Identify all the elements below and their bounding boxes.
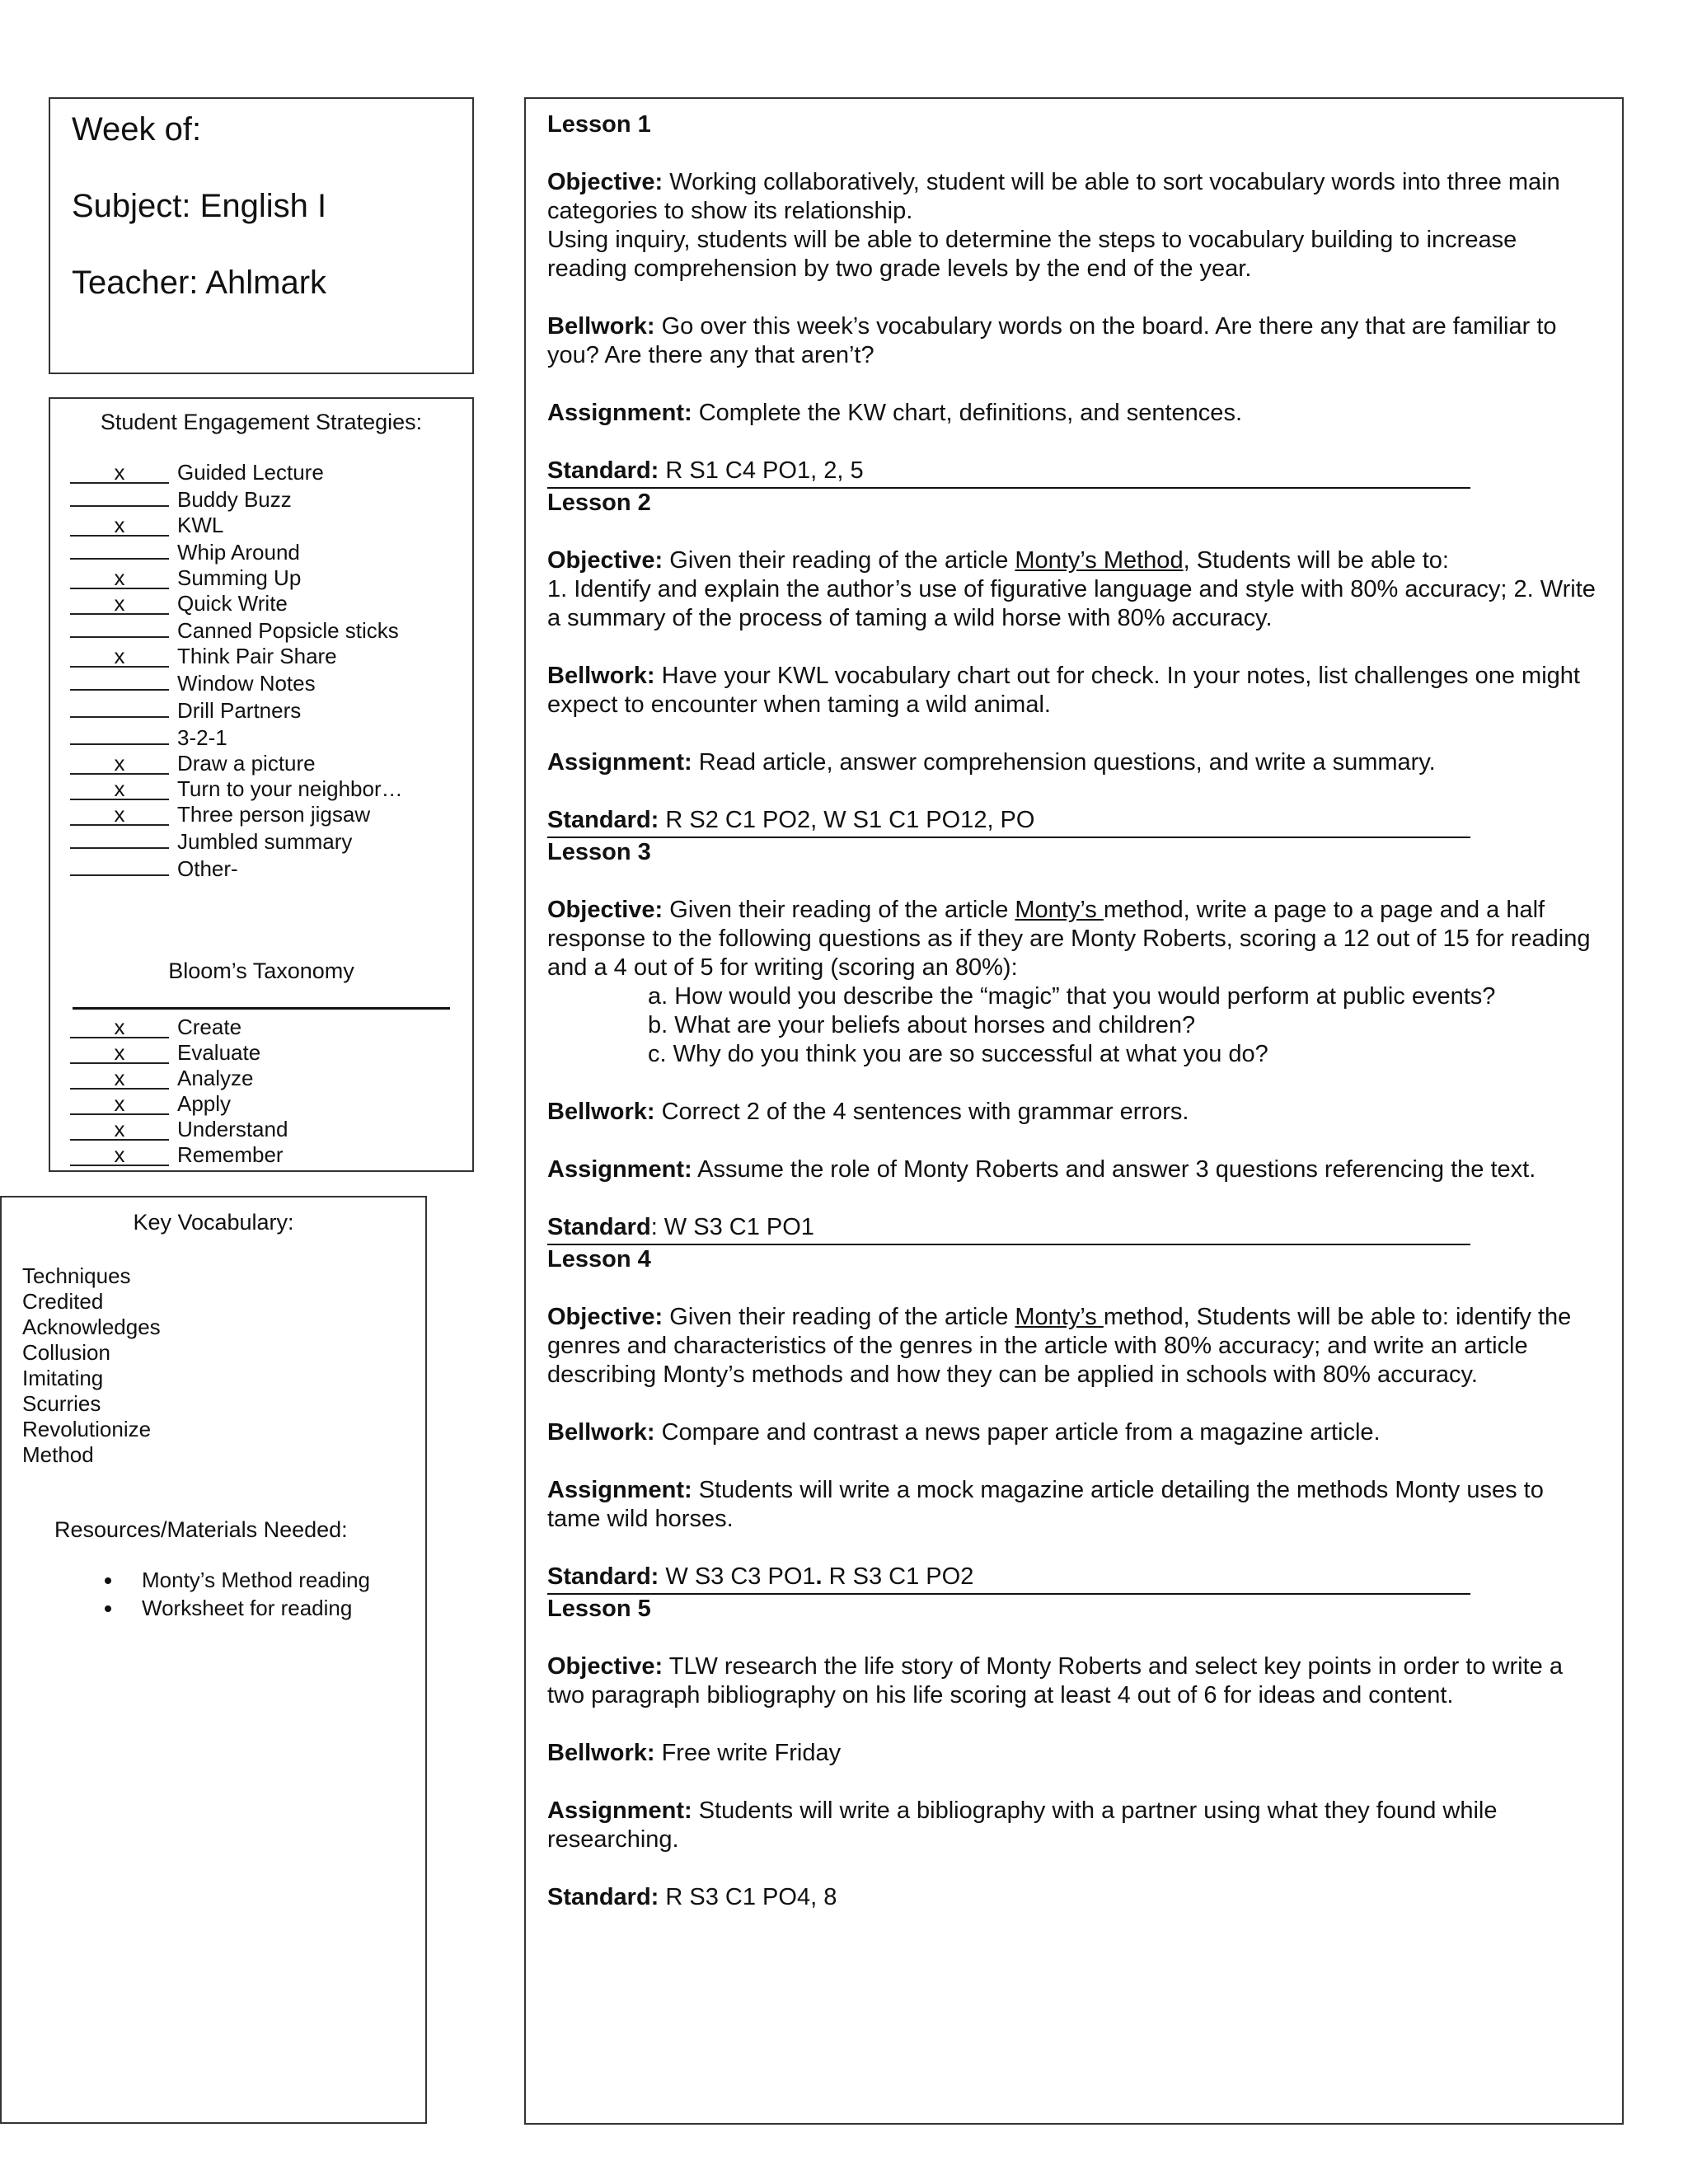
question-item: c. Why do you think you are so successful at what you do?: [648, 1041, 1268, 1067]
lesson-3-objective-text-post: method, write a page to a page and a half response to the following questions as if they are Monty Roberts, scoring a 12 out of 15 for reading and a 4 out of 5 for writing (scoring an 80%):: [547, 897, 1591, 981]
lesson-4-assignment: [547, 1476, 1601, 1534]
lesson-3-assignment: [547, 1155, 1601, 1184]
check-mark: x: [114, 565, 125, 591]
check-mark: x: [114, 1141, 125, 1167]
checklist-item: [70, 802, 452, 827]
checklist-label: Draw a picture: [177, 751, 316, 776]
checkbox-blank: [70, 855, 169, 876]
checklist-label: Whip Around: [177, 540, 300, 565]
check-mark: x: [114, 1065, 125, 1090]
lessons-box: [524, 97, 1624, 2125]
lesson-3-objective: [547, 896, 1601, 1069]
checklist-item: [70, 776, 452, 802]
checklist-label: Create: [177, 1014, 242, 1039]
checklist-item: [70, 1117, 452, 1142]
strategies-title: Student Engagement Strategies:: [100, 410, 423, 434]
checklist-label: Guided Lecture: [177, 460, 324, 485]
lesson-2-assignment-text: Read article, answer comprehension questions, and write a summary.: [692, 749, 1436, 776]
checklist-item: [70, 565, 452, 591]
standard-label: Standard: [547, 1214, 651, 1240]
lesson-1-standard: [547, 457, 1601, 485]
teacher-label: Teacher: Ahlmark: [72, 265, 327, 301]
objective-label: Objective:: [547, 169, 663, 195]
lesson-2-standard: [547, 806, 1601, 835]
lesson-4-standard-text-2: R S3 C1 PO2: [822, 1563, 974, 1590]
checklist-item: [70, 1066, 452, 1091]
lesson-4-bellwork: [547, 1418, 1601, 1447]
lesson-5-objective: [547, 1652, 1601, 1710]
question-item: b. What are your beliefs about horses and children?: [648, 1012, 1196, 1038]
lesson-3-objective-text: Given their reading of the article: [663, 897, 1015, 923]
checkbox-blank: [70, 1090, 169, 1116]
checklist-label: Buddy Buzz: [177, 487, 292, 513]
article-title: Monty’s: [1015, 897, 1104, 923]
lesson-1-objective-text-2: Using inquiry, students will be able to determine the steps to vocabulary building to increase reading comprehension by two grade levels by the end of the year.: [547, 227, 1517, 282]
checklist-item: [70, 616, 452, 644]
vocab-word: Acknowledges: [22, 1315, 161, 1340]
lesson-2-standard-text: R S2 C1 PO2, W S1 C1 PO12, PO: [659, 807, 1035, 833]
checklist-label: Remember: [177, 1141, 284, 1167]
checklist-item: [70, 1015, 452, 1040]
lesson-1-bellwork-text: Go over this week’s vocabulary words on the board. Are there any that are familiar to you? Are there any that aren’t?: [547, 313, 1557, 368]
article-title: Monty’s: [1015, 1304, 1104, 1330]
bellwork-label: Bellwork:: [547, 663, 655, 689]
check-mark: x: [114, 802, 125, 827]
check-mark: x: [114, 751, 125, 776]
check-mark: x: [114, 1116, 125, 1141]
checkbox-blank: [70, 776, 169, 802]
checklist-item: [70, 1091, 452, 1117]
checkbox-blank: [70, 669, 169, 691]
lesson-1-assignment: [547, 399, 1601, 428]
resources-list: [22, 1566, 405, 1622]
resource-item: • Worksheet for reading: [124, 1594, 405, 1622]
assignment-label: Assignment:: [547, 1477, 692, 1503]
vocab-word: Method: [22, 1442, 94, 1468]
checkbox-blank: [70, 1014, 169, 1039]
article-title: Monty’s Method: [1015, 547, 1184, 574]
checkbox-blank: [70, 1116, 169, 1141]
check-mark: x: [114, 591, 125, 616]
checklist-label: Summing Up: [177, 565, 302, 591]
bloom-list: [70, 1015, 452, 1168]
lesson-1-objective: [547, 168, 1601, 284]
lesson-2-objective-text-2: 1. Identify and explain the author’s use of figurative language and style with 80% accuracy; 2. Write a summary of the process of taming a wild horse with 80% accuracy.: [547, 576, 1596, 631]
objective-label: Objective:: [547, 897, 663, 923]
lesson-4-title: Lesson 4: [547, 1246, 651, 1272]
bloom-divider: [73, 1007, 450, 1010]
check-mark: x: [114, 644, 125, 669]
standard-label: Standard:: [547, 457, 659, 484]
lesson-3-title: Lesson 3: [547, 839, 651, 865]
checklist-item: [70, 485, 452, 513]
checklist-item: [70, 827, 452, 855]
lesson-2-bellwork: [547, 662, 1601, 719]
lesson-1-objective-text: Working collaboratively, student will be able to sort vocabulary words into three main categories to show its relationship.: [547, 169, 1560, 224]
engagement-strategies-box: [49, 397, 474, 1172]
vocab-word: Imitating: [22, 1366, 104, 1391]
lesson-3-bellwork-text: Correct 2 of the 4 sentences with grammar errors.: [654, 1099, 1189, 1125]
lesson-4-standard: [547, 1563, 1601, 1591]
checklist-label: KWL: [177, 513, 224, 538]
objective-label: Objective:: [547, 1653, 663, 1680]
lesson-5-title: Lesson 5: [547, 1596, 651, 1622]
resources-title: Resources/Materials Needed:: [54, 1517, 348, 1543]
checklist-item: [70, 1040, 452, 1066]
lesson-1-title: Lesson 1: [547, 111, 651, 138]
check-mark: x: [114, 1039, 125, 1065]
checkbox-blank: [70, 696, 169, 718]
checklist-label: Apply: [177, 1090, 232, 1116]
checklist-label: Turn to your neighbor…: [177, 776, 403, 802]
vocab-word: Scurries: [22, 1391, 101, 1417]
assignment-label: Assignment:: [547, 749, 692, 776]
lesson-5-assignment: [547, 1797, 1601, 1854]
standard-label: Standard:: [547, 1563, 659, 1590]
vocab-word: Credited: [22, 1289, 104, 1315]
checkbox-blank: [70, 515, 169, 537]
checklist-item: [70, 724, 452, 751]
lesson-1-assignment-text: Complete the KW chart, definitions, and sentences.: [692, 400, 1242, 426]
check-mark: x: [114, 513, 125, 538]
checklist-item: [70, 696, 452, 724]
lesson-3-bellwork: [547, 1098, 1601, 1127]
vocab-word: Revolutionize: [22, 1417, 152, 1442]
lesson-2-assignment: [547, 748, 1601, 777]
lesson-3-assignment-text: Assume the role of Monty Roberts and answer 3 questions referencing the text.: [692, 1156, 1536, 1183]
lesson-5-standard-text: R S3 C1 PO4, 8: [659, 1884, 837, 1910]
lesson-1-bellwork: [547, 312, 1601, 370]
lesson-5-bellwork-text: Free write Friday: [654, 1740, 842, 1766]
checklist-item: [70, 513, 452, 538]
checkbox-blank: [70, 804, 169, 826]
vocab-list: [22, 1263, 405, 1468]
standard-separator: .: [815, 1563, 823, 1590]
checkbox-blank: [70, 1039, 169, 1065]
checklist-label: Drill Partners: [177, 698, 302, 724]
checklist-label: Three person jigsaw: [177, 802, 371, 827]
checkbox-blank: [70, 616, 169, 638]
checkbox-blank: [70, 565, 169, 591]
lesson-2-objective-text: Given their reading of the article: [663, 547, 1015, 574]
key-vocabulary-box: [0, 1196, 427, 2124]
objective-label: Objective:: [547, 1304, 663, 1330]
lesson-4-objective: [547, 1303, 1601, 1390]
bellwork-label: Bellwork:: [547, 1740, 655, 1766]
week-of-label: Week of:: [72, 111, 202, 148]
lesson-5-standard: [547, 1883, 1601, 1912]
bloom-title: Bloom’s Taxonomy: [168, 958, 354, 984]
checklist-label: Window Notes: [177, 671, 316, 696]
strategies-list: [70, 460, 452, 882]
lesson-3-standard-text: : W S3 C1 PO1: [650, 1214, 814, 1240]
lesson-4-standard-text: W S3 C3 PO1: [659, 1563, 816, 1590]
checklist-item: [70, 751, 452, 776]
checkbox-blank: [70, 593, 169, 615]
question-item: a. How would you describe the “magic” that you would perform at public events?: [648, 983, 1496, 1010]
checkbox-blank: [70, 1141, 169, 1167]
checklist-label: Jumbled summary: [177, 829, 353, 855]
checklist-item: [70, 1142, 452, 1168]
standard-label: Standard:: [547, 807, 659, 833]
vocab-title: Key Vocabulary:: [133, 1210, 294, 1235]
lesson-5-bellwork: [547, 1739, 1601, 1768]
checkbox-blank: [70, 538, 169, 560]
checklist-item: [70, 591, 452, 616]
checklist-item: [70, 855, 452, 882]
lesson-5-objective-text: TLW research the life story of Monty Roberts and select key points in order to write a two paragraph bibliography on his life scoring at least 4 out of 6 for ideas and content.: [547, 1653, 1563, 1708]
check-mark: x: [114, 1090, 125, 1116]
checklist-label: 3-2-1: [177, 725, 227, 751]
lesson-2-bellwork-text: Have your KWL vocabulary chart out for check. In your notes, list challenges one might expect to encounter when taming a wild animal.: [547, 663, 1580, 718]
bellwork-label: Bellwork:: [547, 1419, 655, 1446]
checklist-label: Quick Write: [177, 591, 288, 616]
lesson-4-objective-text: Given their reading of the article: [663, 1304, 1015, 1330]
vocab-word: Collusion: [22, 1340, 110, 1366]
check-mark: x: [114, 1014, 125, 1039]
checklist-label: Canned Popsicle sticks: [177, 618, 399, 644]
resource-item: • Monty’s Method reading: [124, 1566, 405, 1594]
checklist-item: [70, 669, 452, 696]
header-box: [49, 97, 474, 374]
checklist-item: [70, 644, 452, 669]
assignment-label: Assignment:: [547, 1797, 692, 1824]
checkbox-blank: [70, 753, 169, 775]
lesson-2-objective-text-post: , Students will be able to:: [1183, 547, 1449, 574]
checklist-label: Understand: [177, 1116, 288, 1141]
bellwork-label: Bellwork:: [547, 1099, 655, 1125]
checklist-label: Evaluate: [177, 1039, 261, 1065]
lesson-4-objective-text-post: method, Students will be able to: identify the genres and characteristics of the genres in the article with 80% accuracy; and write an article describing Monty’s methods and how they can be applied in schools with 80% accuracy.: [547, 1304, 1572, 1388]
lesson-2-objective: [547, 546, 1601, 633]
checkbox-blank: [70, 1065, 169, 1090]
checkbox-blank: [70, 462, 169, 484]
checklist-label: Other-: [177, 856, 238, 882]
checkbox-blank: [70, 485, 169, 507]
objective-label: Objective:: [547, 547, 663, 574]
vocab-word: Techniques: [22, 1263, 131, 1289]
assignment-label: Assignment:: [547, 400, 692, 426]
assignment-label: Assignment:: [547, 1156, 692, 1183]
lesson-3-questions: [547, 982, 1601, 1069]
checklist-item: [70, 460, 452, 485]
checklist-label: Think Pair Share: [177, 644, 337, 669]
lesson-2-title: Lesson 2: [547, 490, 651, 516]
checklist-label: Analyze: [177, 1065, 254, 1090]
lesson-5-assignment-text: Students will write a bibliography with a partner using what they found while researching.: [547, 1797, 1498, 1853]
bellwork-label: Bellwork:: [547, 313, 655, 340]
subject-label: Subject: English I: [72, 188, 327, 224]
standard-label: Standard:: [547, 1884, 659, 1910]
lesson-3-standard: [547, 1213, 1601, 1242]
checkbox-blank: [70, 646, 169, 668]
lesson-1-standard-text: R S1 C4 PO1, 2, 5: [659, 457, 864, 484]
checklist-item: [70, 538, 452, 565]
lesson-4-bellwork-text: Compare and contrast a news paper article from a magazine article.: [654, 1419, 1381, 1446]
check-mark: x: [114, 776, 125, 802]
check-mark: x: [114, 460, 125, 485]
lesson-4-assignment-text: Students will write a mock magazine article detailing the methods Monty uses to tame wild horses.: [547, 1477, 1544, 1532]
checkbox-blank: [70, 827, 169, 849]
checkbox-blank: [70, 724, 169, 745]
